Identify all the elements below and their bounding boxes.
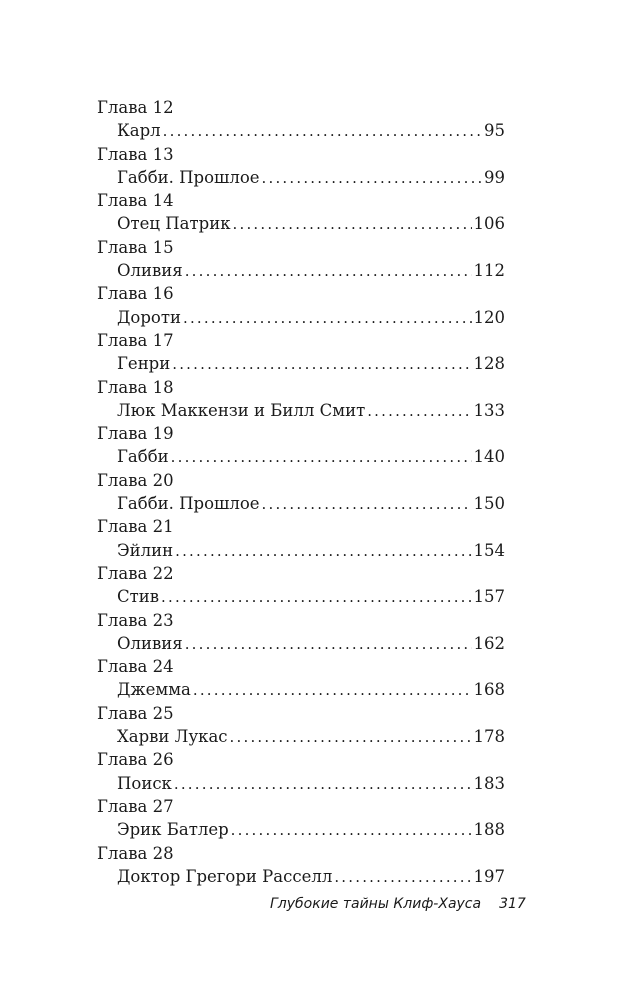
running-footer-book-title: Глубокие тайны Клиф-Хауса [270,896,482,912]
chapter-entry-line[interactable] [97,259,505,282]
chapter-entry-line[interactable] [97,818,505,841]
dot-leader [231,819,472,842]
chapter-heading: Глава 14 [97,191,174,211]
page-number: 178 [473,727,505,747]
chapter-heading: Глава 17 [97,330,174,350]
chapter-heading: Глава 26 [97,750,174,770]
table-of-contents [97,96,505,888]
toc-entry [97,795,505,842]
dot-leader [174,773,472,796]
toc-entry [97,329,505,376]
chapter-entry-line[interactable] [97,865,505,888]
footer-page-number: 317 [499,896,526,912]
chapter-title: Оливия [117,633,183,653]
chapter-heading: Глава 28 [97,843,174,863]
chapter-title: Стив [117,587,160,607]
dot-leader [175,540,471,563]
dot-leader [185,260,472,283]
toc-entry [97,143,505,190]
toc-entry [97,96,505,143]
chapter-title: Дороти [117,307,181,327]
chapter-title: Эйлин [117,540,174,560]
chapter-title: Джемма [117,680,191,700]
chapter-entry-line[interactable] [97,772,505,795]
chapter-title: Поиск [117,773,172,793]
toc-entry [97,748,505,795]
chapter-entry-line[interactable] [97,539,505,562]
dot-leader [183,307,472,330]
chapter-heading: Глава 25 [97,703,174,723]
chapter-heading: Глава 16 [97,284,174,304]
chapter-heading: Глава 22 [97,563,174,583]
dot-leader [163,120,482,143]
chapter-heading: Глава 19 [97,424,174,444]
chapter-title: Генри [117,354,171,374]
toc-entry [97,282,505,329]
toc-entry [97,376,505,423]
toc-entry [97,236,505,283]
dot-leader [262,493,472,516]
chapter-entry-line[interactable] [97,445,505,468]
page-number: 99 [484,167,505,187]
chapter-entry-line[interactable] [97,306,505,329]
chapter-title: Габби [117,447,169,467]
page-number: 112 [473,261,505,281]
toc-entry [97,469,505,516]
dot-leader [262,167,482,190]
toc-entry [97,702,505,749]
chapter-entry-line[interactable] [97,119,505,142]
page-number: 128 [473,354,505,374]
chapter-heading: Глава 12 [97,98,174,117]
toc-entry [97,609,505,656]
dot-leader [367,400,471,423]
page-number: 162 [473,633,505,653]
chapter-title: Оливия [117,261,183,281]
chapter-entry-line[interactable] [97,166,505,189]
chapter-heading: Глава 20 [97,470,174,490]
chapter-title: Отец Патрик [117,214,231,234]
chapter-heading: Глава 15 [97,237,174,257]
page-number: 140 [473,447,505,467]
chapter-heading: Глава 13 [97,144,174,164]
chapter-title: Карл [117,121,161,141]
page-number: 188 [473,820,505,840]
page-footer [270,896,530,920]
toc-entry [97,515,505,562]
page-number: 157 [473,587,505,607]
page-number: 150 [473,494,505,514]
chapter-title: Габби. Прошлое [117,494,260,514]
dot-leader [233,213,472,236]
chapter-entry-line[interactable] [97,725,505,748]
page-number: 183 [473,773,505,793]
dot-leader [161,586,471,609]
dot-leader [171,446,472,469]
page-number: 154 [473,540,505,560]
toc-entry [97,422,505,469]
chapter-title: Харви Лукас [117,727,228,747]
chapter-entry-line[interactable] [97,399,505,422]
chapter-heading: Глава 24 [97,657,174,677]
page-number: 106 [473,214,505,234]
dot-leader [334,866,471,889]
chapter-heading: Глава 23 [97,610,174,630]
page-number: 133 [473,400,505,420]
dot-leader [172,353,471,376]
dot-leader [193,679,472,702]
chapter-entry-line[interactable] [97,678,505,701]
page-number: 168 [473,680,505,700]
chapter-entry-line[interactable] [97,585,505,608]
page-number: 120 [473,307,505,327]
chapter-heading: Глава 21 [97,517,174,537]
chapter-entry-line[interactable] [97,492,505,515]
chapter-heading: Глава 27 [97,796,174,816]
chapter-entry-line[interactable] [97,212,505,235]
chapter-title: Габби. Прошлое [117,167,260,187]
dot-leader [185,633,472,656]
page-number: 197 [473,866,505,886]
toc-entry [97,189,505,236]
toc-entry [97,655,505,702]
chapter-entry-line[interactable] [97,632,505,655]
chapter-title: Люк Маккензи и Билл Смит [117,400,366,420]
toc-entry [97,562,505,609]
dot-leader [230,726,472,749]
page-number: 95 [484,121,505,141]
chapter-entry-line[interactable] [97,352,505,375]
chapter-title: Доктор Грегори Расселл [117,866,333,886]
chapter-title: Эрик Батлер [117,820,229,840]
toc-entry [97,842,505,889]
chapter-heading: Глава 18 [97,377,174,397]
